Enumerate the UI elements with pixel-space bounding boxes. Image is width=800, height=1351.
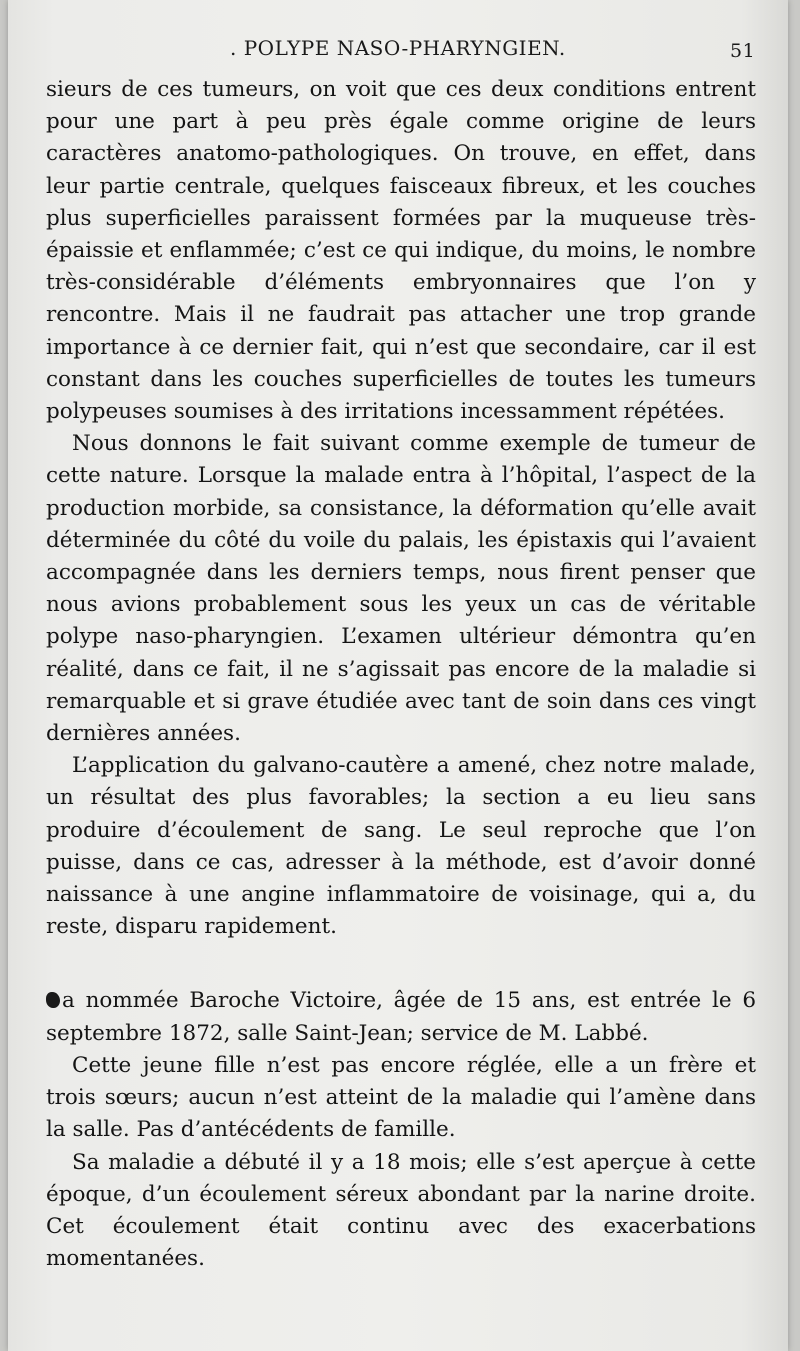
case-report-heading bbox=[46, 985, 756, 1049]
section-gap bbox=[46, 943, 756, 985]
case-report-paragraph: Sa maladie a débuté il y a 18 mois; elle s’est aperçue à cette époque, d’un écoulement séreux abondant par la narine droite. Cet écoulement était continu avec des exacerbations momentanées. bbox=[46, 1149, 756, 1272]
ink-blot-initial-icon bbox=[46, 992, 60, 1008]
paragraph-galvano-cautery: L’application du galvano-cautère a amené, chez notre malade, un résultat des plus favorables; la section a eu lieu sans produire d’écoulement de sang. Le seul reproche que l’on puisse, dans ce cas, adresser à la méthode, est d’avoir donné naissance à une angine inflammatoire de voisinage, qui a, du reste, disparu rapidement. bbox=[46, 753, 756, 940]
page-header bbox=[8, 36, 788, 66]
page-body bbox=[46, 74, 756, 1275]
book-page bbox=[8, 0, 788, 1351]
case-report-paragraph: Cette jeune fille n’est pas encore réglée, elle a un frère et trois sœurs; aucun n’est atteint de la maladie qui l’amène dans la salle. Pas d’antécédents de famille. bbox=[46, 1052, 756, 1143]
page-number: 51 bbox=[730, 40, 756, 62]
paragraph-case-intro: Nous donnons le fait suivant comme exemple de tumeur de cette nature. Lorsque la malade entra à l’hôpital, l’aspect de la production morbide, sa consistance, la déformation qu’elle avait déterminée du côté du voile du palais, les épistaxis qui l’avaient accompagnée dans les derniers temps, nous firent penser que nous avions probablement sous les yeux un cas de véritable polype naso-pharyngien. L’examen ultérieur démontra qu’en réalité, dans ce fait, il ne s’agissait pas encore de la maladie si remarquable et si grave étudiée avec tant de soin dans ces vingt dernières années. bbox=[46, 431, 756, 747]
case-report-intro: a nommée Baroche Victoire, âgée de 15 ans, est entrée le 6 septembre 1872, salle Saint-Jean; service de M. Labbé. bbox=[46, 988, 756, 1046]
paragraph-continuation: sieurs de ces tumeurs, on voit que ces deux conditions entrent pour une part à peu près égale comme origine de leurs caractères anatomo-pathologiques. On trouve, en effet, dans leur partie centrale, quelques faisceaux fibreux, et les couches plus superficielles paraissent formées par la muqueuse très-épaissie et enflammée; c’est ce qui indique, du moins, le nombre très-considérable d’éléments embryonnaires que l’on y rencontre. Mais il ne faudrait pas attacher une trop grande importance à ce dernier fait, qui n’est que secondaire, car il est constant dans les couches superficielles de toutes les tumeurs polypeuses soumises à des irritations incessamment répétées. bbox=[46, 77, 756, 425]
running-title: . POLYPE NASO-PHARYNGIEN. bbox=[230, 36, 566, 60]
